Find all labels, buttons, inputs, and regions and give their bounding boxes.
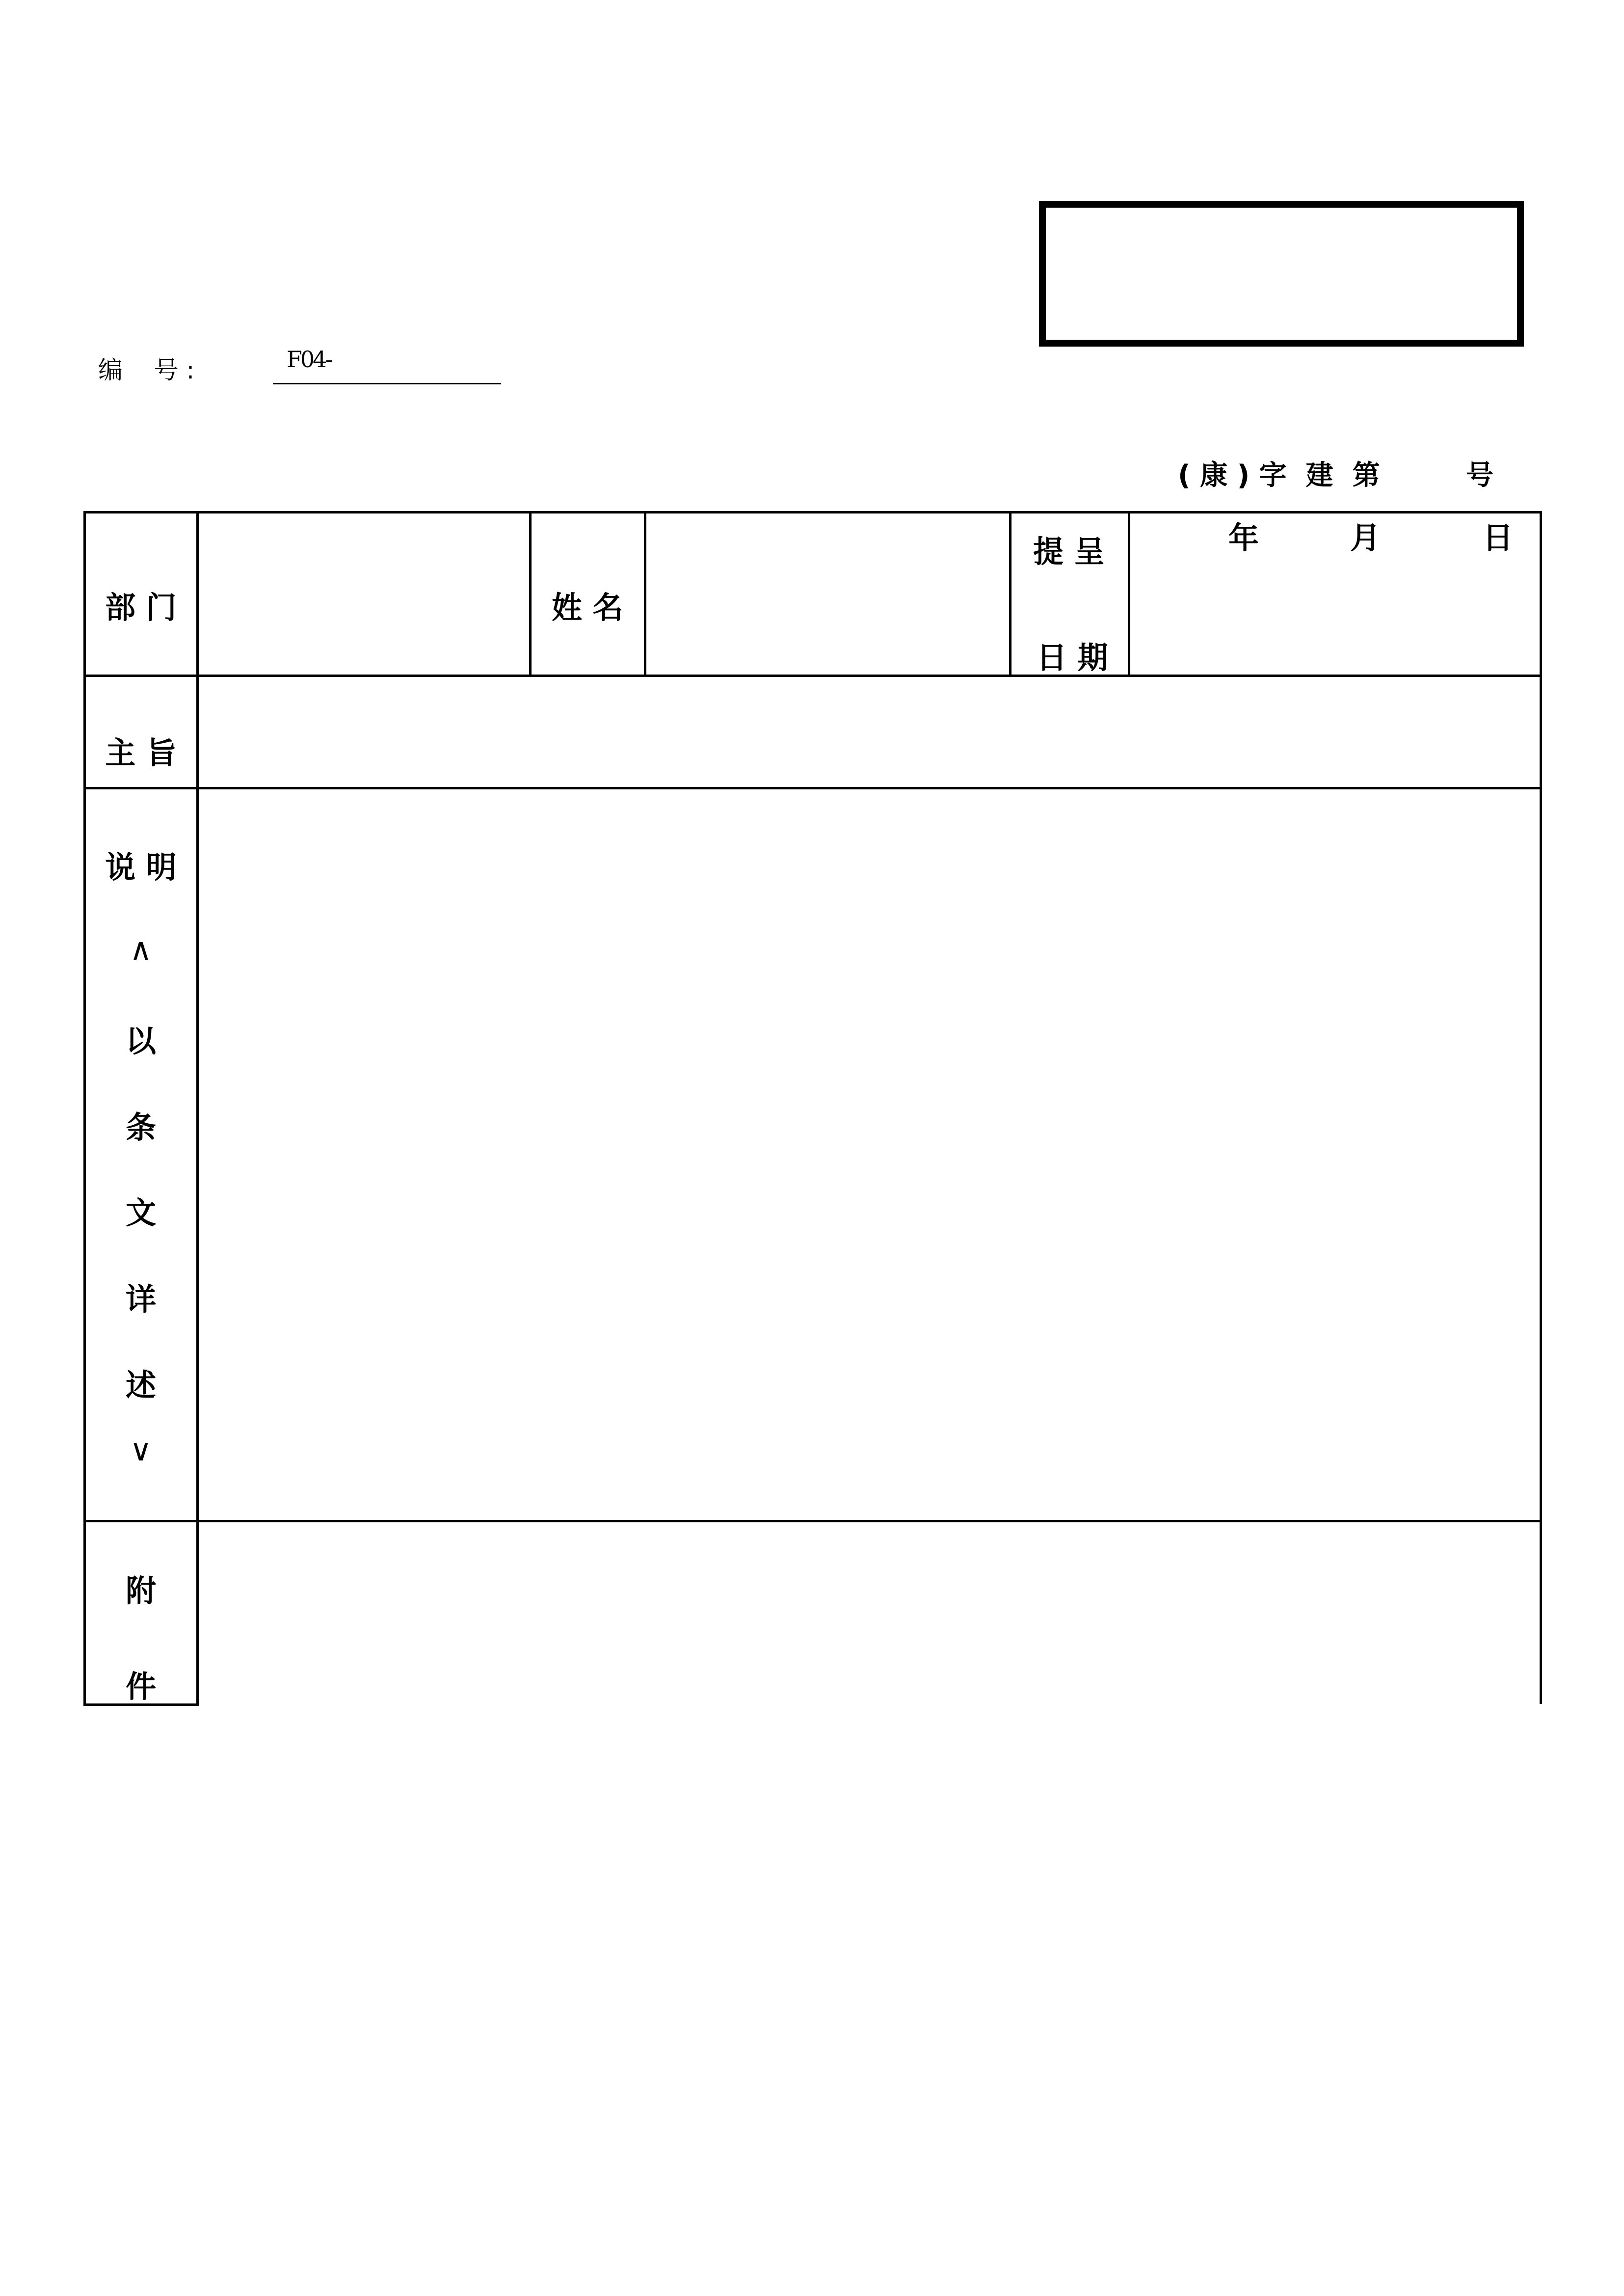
date-day-label: 日 [1483,520,1514,556]
department-label: 部 门 [105,590,177,625]
subject-label: 主 旨 [105,735,177,771]
submit-date-label-top: 提 呈 [1033,534,1105,569]
name-label: 姓 名 [552,590,623,625]
description-label-char: 条 [125,1109,156,1145]
description-label-open-bracket: ∧ [130,931,152,967]
description-field[interactable] [199,789,1540,1520]
description-label-close-bracket: ∨ [130,1432,152,1468]
submit-date-label-bottom: 日 期 [1037,640,1108,675]
description-label-char: 以 [125,1023,156,1059]
serial-number-value[interactable]: F04- [287,346,331,373]
submit-date-field[interactable] [1130,513,1540,675]
name-field[interactable] [646,513,1009,675]
table-column-divider [1009,511,1012,677]
document-number: ( 康 ) 字 建 第 号 [1178,459,1494,491]
description-label-char: 文 [125,1195,156,1231]
attachment-field[interactable] [199,1522,1540,1703]
description-label-char: 述 [125,1367,156,1403]
subject-field[interactable] [199,677,1540,787]
description-label: 说 明 [105,849,177,885]
attachment-label-char: 件 [125,1669,156,1704]
table-border-right [1540,511,1542,1704]
table-column-divider [529,511,532,677]
department-field[interactable] [199,513,529,675]
date-year-label: 年 [1228,520,1259,556]
attachment-label-char: 附 [125,1573,156,1609]
description-label-char: 详 [125,1281,156,1317]
serial-number-label: 编 号 : [98,356,195,384]
date-month-label: 月 [1350,520,1381,556]
